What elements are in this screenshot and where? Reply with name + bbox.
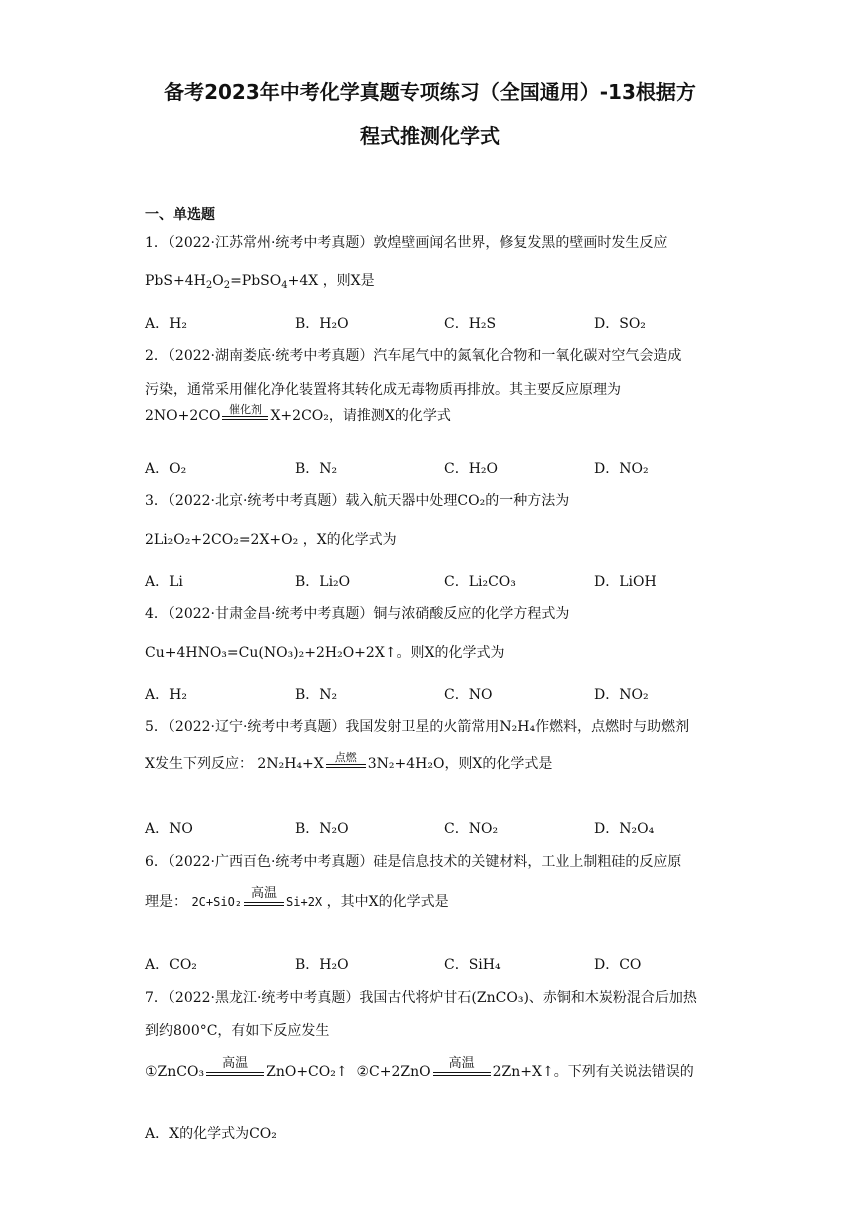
q2-option-d[interactable]: D．NO₂	[594, 461, 649, 477]
q7-eq1-condition: 高温	[222, 1056, 249, 1071]
q4-option-c[interactable]: C．NO	[444, 687, 493, 703]
q5-option-a[interactable]: A．NO	[145, 821, 193, 837]
q4-option-a[interactable]: A．H₂	[145, 687, 187, 703]
q1-option-a[interactable]: A．H₂	[145, 316, 187, 332]
q1-sub-c: 4	[281, 280, 288, 291]
q5-equation	[145, 752, 552, 773]
q7-eq1-right: ZnO+CO₂↑	[266, 1064, 348, 1080]
q7-equations	[145, 1056, 694, 1081]
q1-sub-b: 2	[223, 280, 231, 291]
q4-option-b[interactable]: B．N₂	[295, 687, 338, 703]
q4-stem: 4．（2022·甘肃金昌·统考中考真题）铜与浓硝酸反应的化学方程式为	[145, 606, 570, 622]
q1-equation	[145, 270, 375, 290]
q2-eq-arrow	[222, 404, 268, 425]
q6-eq-condition: 高温	[251, 886, 278, 901]
q1-stem: 1．（2022·江苏常州·统考中考真题）敦煌壁画闻名世界，修复发黑的壁画时发生反应	[145, 235, 668, 251]
q7-eq2-right: 2Zn+X↑。下列有关说法错误的	[492, 1064, 694, 1080]
q1-option-c[interactable]: C．H₂S	[444, 316, 497, 332]
section-heading: 一、单选题	[145, 207, 215, 223]
q1-eq-tail: ，则X是	[322, 273, 375, 289]
q7-eq2-condition: 高温	[448, 1056, 475, 1071]
q7-stem-line2: 到约800°C，有如下反应发生	[145, 1023, 330, 1039]
q2-eq-condition: 催化剂	[228, 403, 262, 416]
q4-equation: Cu+4HNO₃=Cu(NO₃)₂+2H₂O+2X↑。则X的化学式为	[145, 645, 505, 661]
q7-eq1-left: ①ZnCO₃	[145, 1064, 205, 1080]
q6-option-b[interactable]: B．H₂O	[295, 957, 349, 973]
q6-eq-tail: ，其中X的化学式是	[326, 894, 449, 910]
q2-option-a[interactable]: A．O₂	[145, 461, 187, 477]
q5-eq-condition: 点燃	[334, 751, 357, 764]
q1-option-d[interactable]: D．SO₂	[594, 316, 646, 332]
q7-option-a[interactable]: A．X的化学式为CO₂	[145, 1126, 277, 1142]
q5-eq-tail: ，则X的化学式是	[444, 756, 553, 772]
q6-eq-pre: 理是：	[145, 894, 187, 910]
page-title-line2: 程式推测化学式	[360, 124, 500, 148]
q6-stem: 6．（2022·广西百色·统考中考真题）硅是信息技术的关键材料，工业上制粗硅的反应原	[145, 854, 682, 870]
q1-eq-b: O	[212, 273, 224, 289]
q6-equation	[145, 886, 449, 911]
q7-stem-line1: 7．（2022·黑龙江·统考中考真题）我国古代将炉甘石(ZnCO₃)、赤铜和木炭粉混合后加热	[145, 990, 697, 1006]
q1-sub-a: 2	[205, 280, 213, 291]
q3-option-d[interactable]: D．LiOH	[594, 574, 657, 590]
q4-option-d[interactable]: D．NO₂	[594, 687, 649, 703]
q3-eq: 2Li₂O₂+2CO₂=2X+O₂	[145, 532, 299, 548]
q2-stem-line2: 污染，通常采用催化净化装置将其转化成无毒物质再排放。其主要反应原理为	[145, 382, 621, 398]
q5-stem: 5．（2022·辽宁·统考中考真题）我国发射卫星的火箭常用N₂H₄作燃料，点燃时与助燃剂	[145, 719, 690, 735]
q3-option-a[interactable]: A．Li	[145, 574, 183, 590]
q3-equation	[145, 529, 397, 549]
q2-eq-right: X+2CO₂，请推测X的化学式	[270, 408, 451, 424]
q6-option-c[interactable]: C．SiH₄	[444, 957, 501, 973]
q5-eq-right: 3N₂+4H₂O	[367, 756, 445, 772]
q5-eq-arrow	[326, 752, 366, 773]
q5-option-c[interactable]: C．NO₂	[444, 821, 499, 837]
q3-option-b[interactable]: B．Li₂O	[295, 574, 351, 590]
q3-eq-tail: ，X的化学式为	[302, 532, 397, 548]
q6-eq-arrow	[244, 886, 284, 911]
q1-eq-d: +4X	[287, 273, 319, 289]
q7-eq2-left: ②C+2ZnO	[356, 1064, 431, 1080]
q3-option-c[interactable]: C．Li₂CO₃	[444, 574, 516, 590]
q5-option-d[interactable]: D．N₂O₄	[594, 821, 655, 837]
q7-eq1-arrow	[206, 1056, 264, 1081]
q5-eq-left: 2N₂H₄+X	[257, 756, 324, 772]
q7-eq2-arrow	[433, 1056, 491, 1081]
q6-option-a[interactable]: A．CO₂	[145, 957, 197, 973]
q6-option-d[interactable]: D．CO	[594, 957, 642, 973]
q3-stem: 3．（2022·北京·统考中考真题）载入航天器中处理CO₂的一种方法为	[145, 493, 570, 509]
q2-equation	[145, 404, 451, 425]
q1-eq-a: PbS+4H	[145, 273, 206, 289]
q2-option-b[interactable]: B．N₂	[295, 461, 338, 477]
q5-option-b[interactable]: B．N₂O	[295, 821, 349, 837]
q1-eq-c: =PbSO	[230, 273, 282, 289]
q2-stem-line1: 2．（2022·湖南娄底·统考中考真题）汽车尾气中的氮氧化合物和一氧化碳对空气会造成	[145, 348, 682, 364]
q6-eq-right: Si+2X	[286, 895, 323, 909]
q2-option-c[interactable]: C．H₂O	[444, 461, 499, 477]
q1-option-b[interactable]: B．H₂O	[295, 316, 349, 332]
q5-eq-pre: X发生下列反应：	[145, 756, 253, 772]
q6-eq-left: 2C+SiO₂	[191, 895, 243, 909]
page-title-line1: 备考2023年中考化学真题专项练习（全国通用）-13根据方	[164, 80, 696, 104]
q2-eq-left: 2NO+2CO	[145, 408, 221, 424]
